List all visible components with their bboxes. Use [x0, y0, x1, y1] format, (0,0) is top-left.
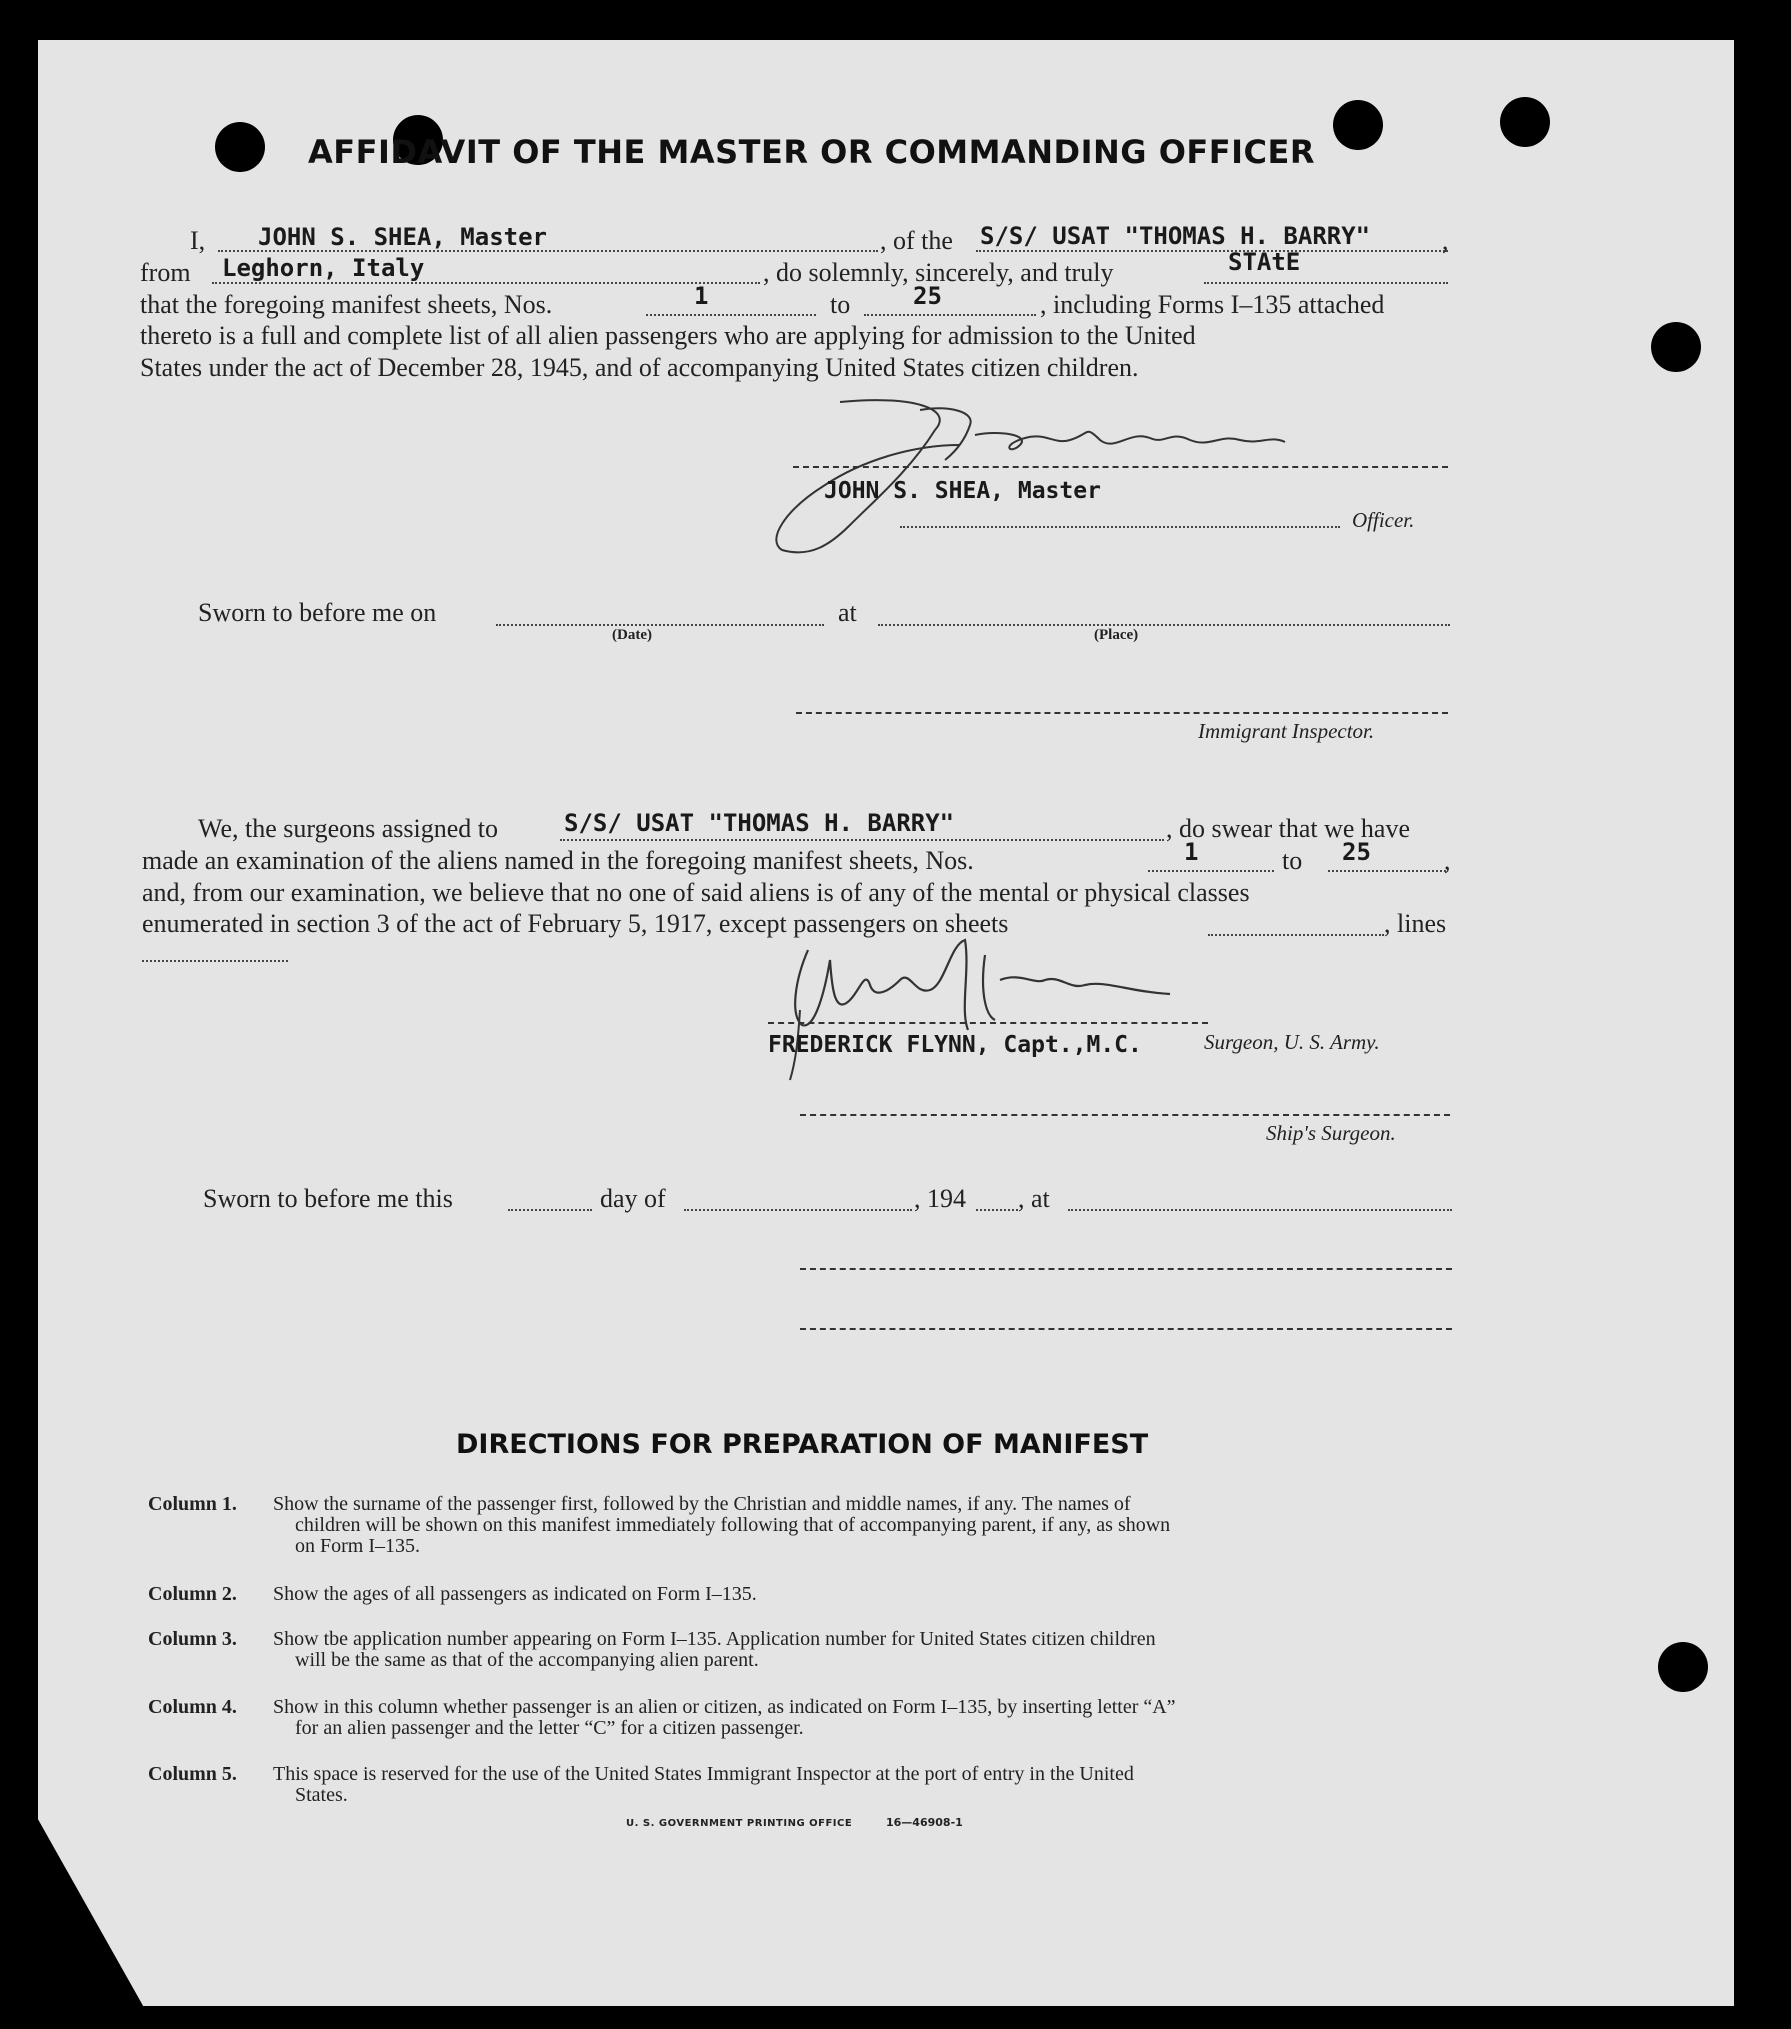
month-line: [684, 1209, 912, 1211]
officer-line: [900, 526, 1340, 528]
surgeon-signature: [770, 930, 1230, 1090]
inspector-label: Immigrant Inspector.: [1198, 719, 1375, 743]
to-text: to: [830, 290, 851, 319]
punch-hole: [215, 122, 265, 172]
comma: ,: [1444, 846, 1451, 875]
ship-line: [976, 250, 1448, 252]
date-line: [496, 624, 824, 626]
punch-hole: [1500, 97, 1550, 147]
direction-text: Show the surname of the passenger first, followed by the Christian and middle names, if any. The names of children will be shown on this manifest immediately following that of accompanying parent, if any, as shown on Form I–135.: [273, 1493, 1171, 1557]
inspector-signature-line: [796, 712, 1448, 714]
direction-text: This space is reserved for the use of the United States Immigrant Inspector at the port of entry in the United States.: [273, 1763, 1134, 1806]
from-text: from: [140, 258, 191, 287]
page-title: AFFIDAVIT OF THE MASTER OR COMMANDING OFFICER: [308, 133, 1315, 171]
surgeons-sheet-from: 1: [1184, 838, 1199, 866]
solemnly-text: , do solemnly, sincerely, and truly: [763, 258, 1114, 287]
surgeons-text: We, the surgeons assigned to: [198, 814, 498, 843]
sheet-from: 1: [694, 282, 709, 310]
place-line: [1068, 1209, 1452, 1211]
surgeon-signature-line: [768, 1022, 1208, 1024]
surgeons-to-line: [1328, 870, 1446, 872]
port-line: [212, 282, 760, 284]
state-line: [1204, 282, 1448, 284]
directions-title: DIRECTIONS FOR PREPARATION OF MANIFEST: [456, 1429, 1149, 1460]
surgeon-sign-name: FREDERICK FLYNN, Capt.,M.C.: [768, 1032, 1142, 1058]
printer-imprint: U. S. GOVERNMENT PRINTING OFFICE: [626, 1818, 853, 1829]
at-text: , at: [1018, 1184, 1050, 1213]
to-text: to: [1282, 846, 1303, 875]
year-line: [976, 1209, 1018, 1211]
column-label: Column 1.: [148, 1493, 237, 1515]
column-label: Column 2.: [148, 1583, 237, 1605]
date-label: (Date): [612, 627, 652, 643]
ship-surgeon-signature-line: [800, 1114, 1450, 1116]
form-code: 16—46908-1: [886, 1816, 963, 1829]
direction-text: Show in this column whether passenger is an alien or citizen, as indicated on Form I–135, by inserting letter “A” for an alien passenger and the letter “C” for a citizen passenger.: [273, 1696, 1176, 1739]
ship-name: S/S/ USAT "THOMAS H. BARRY": [980, 222, 1371, 250]
day-of-text: day of: [600, 1184, 666, 1213]
port-name: Leghorn, Italy: [222, 254, 425, 282]
punch-hole: [1658, 1642, 1708, 1692]
ship-surgeon-label: Ship's Surgeon.: [1266, 1121, 1396, 1145]
paragraph-line: and, from our examination, we believe that no one of said aliens is of any of the mental or physical classes: [142, 878, 1250, 907]
sheet-to: 25: [913, 282, 942, 310]
comma: ,: [1442, 226, 1449, 255]
lines-fill-line: [142, 960, 288, 962]
direction-text: Show tbe application number appearing on Form I–135. Application number for United States citizen children will be the same as that of the accompanying alien parent.: [273, 1628, 1156, 1671]
column-label: Column 5.: [148, 1763, 237, 1785]
pronoun: I,: [190, 226, 206, 255]
paragraph-line: States under the act of December 28, 1945, and of accompanying United States citizen children.: [140, 353, 1139, 382]
sheets-text: that the foregoing manifest sheets, Nos.: [140, 290, 553, 319]
day-line: [508, 1209, 592, 1211]
sheets-line: [1208, 934, 1384, 936]
forms-text: , including Forms I–135 attached: [1040, 290, 1385, 319]
sheet-from-line: [646, 314, 816, 316]
sworn-text: Sworn to before me on: [198, 598, 437, 627]
master-sign-name: JOHN S. SHEA, Master: [824, 478, 1101, 504]
officer-label: Officer.: [1352, 508, 1415, 532]
swear-text: , do swear that we have: [1166, 814, 1411, 843]
place-line: [878, 624, 1450, 626]
surgeons-from-line: [1148, 870, 1274, 872]
punch-hole: [1651, 322, 1701, 372]
surgeons-sheet-to: 25: [1342, 838, 1371, 866]
paragraph-line: thereto is a full and complete list of all alien passengers who are applying for admission to the United: [140, 321, 1196, 350]
signature-line: [800, 1268, 1452, 1270]
army-surgeon-label: Surgeon, U. S. Army.: [1204, 1030, 1380, 1054]
sworn-text: Sworn to before me this: [203, 1184, 453, 1213]
place-label: (Place): [1094, 627, 1139, 643]
paragraph-line: enumerated in section 3 of the act of February 5, 1917, except passengers on sheets: [142, 909, 1009, 938]
signature-line: [800, 1328, 1452, 1330]
column-label: Column 3.: [148, 1628, 237, 1650]
at-text: at: [838, 598, 857, 627]
direction-text: Show the ages of all passengers as indicated on Form I–135.: [273, 1583, 757, 1605]
master-signature-line: [793, 466, 1448, 468]
state-word: STAtE: [1228, 248, 1301, 276]
sheet-to-line: [864, 314, 1036, 316]
punch-hole: [1333, 100, 1383, 150]
surgeons-ship-name: S/S/ USAT "THOMAS H. BARRY": [564, 809, 955, 837]
of-the-text: , of the: [880, 226, 953, 255]
lines-text: , lines: [1384, 909, 1447, 938]
paragraph-line: made an examination of the aliens named in the foregoing manifest sheets, Nos.: [142, 846, 974, 875]
master-name: JOHN S. SHEA, Master: [258, 223, 547, 251]
year-text: , 194: [914, 1184, 966, 1213]
surgeons-ship-line: [560, 839, 1164, 841]
column-label: Column 4.: [148, 1696, 237, 1718]
